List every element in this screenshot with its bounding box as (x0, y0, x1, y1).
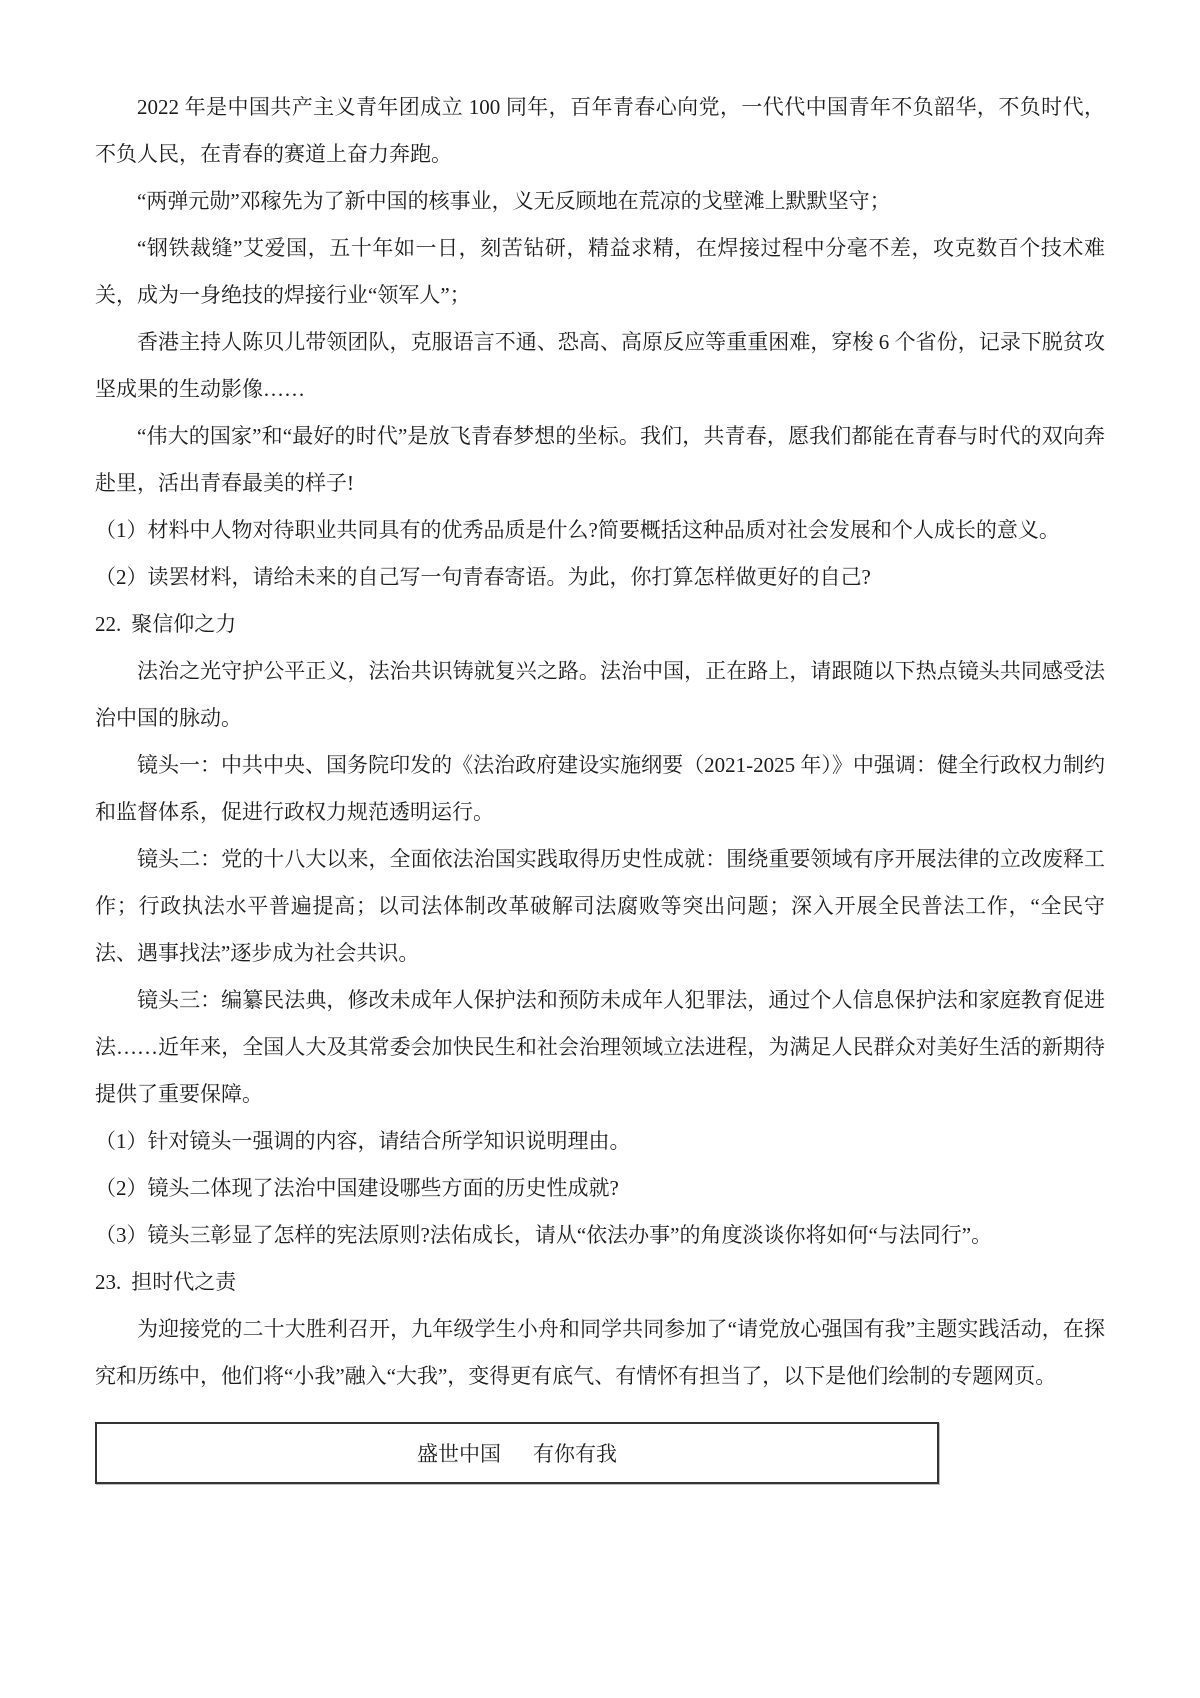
q22-subquestion-3: （3）镜头三彰显了怎样的宪法原则?法佑成长，请从“依法办事”的角度淡谈你将如何“与法同行”。 (95, 1223, 993, 1247)
q21-subquestion-2: （2）读罢材料，请给未来的自己写一句青春寄语。为此，你打算怎样做更好的自己? (95, 565, 871, 589)
q22-subquestion-1: （1）针对镜头一强调的内容，请结合所学知识说明理由。 (95, 1129, 631, 1153)
webpage-box-title-right: 有你有我 (533, 1442, 617, 1466)
q21-material-paragraph-1: 2022 年是中国共产主义青年团成立 100 同年，百年青春心向党，一代代中国青年不负韶华，不负时代，不负人民，在青春的赛道上奋力奔跑。 (95, 95, 1105, 166)
q21-subquestion-1: （1）材料中人物对待职业共同具有的优秀品质是什么?简要概括这种品质对社会发展和个人成长的意义。 (95, 518, 1060, 542)
q22-paragraph-lens-1: 镜头一：中共中央、国务院印发的《法治政府建设实施纲要（2021-2025 年）》中强调：健全行政权力制约和监督体系，促进行政权力规范透明运行。 (95, 753, 1105, 824)
q22-number: 22. (95, 612, 122, 636)
q22-subquestion-2: （2）镜头二体现了法治中国建设哪些方面的历史性成就? (95, 1176, 619, 1200)
q22-paragraph-lens-3: 镜头三：编纂民法典，修改未成年人保护法和预防未成年人犯罪法，通过个人信息保护法和家庭教育促进法……近年来，全国人大及其常委会加快民生和社会治理领域立法进程，为满足人民群众对美好生活的新期待提供了重要保障。 (95, 988, 1105, 1106)
q22-paragraph-1: 法治之光守护公平正义，法治共识铸就复兴之路。法治中国，正在路上，请跟随以下热点镜头共同感受法治中国的脉动。 (95, 659, 1105, 730)
q23-heading (95, 1259, 1105, 1306)
q21-material-paragraph-3: “钢铁裁缝”艾爱国，五十年如一日，刻苦钻研，精益求精，在焊接过程中分毫不差，攻克数百个技术难关，成为一身绝技的焊接行业“领军人”； (95, 236, 1105, 307)
q22-title: 聚信仰之力 (131, 612, 237, 636)
q21-material-paragraph-5: “伟大的国家”和“最好的时代”是放飞青春梦想的坐标。我们，共青春，愿我们都能在青春与时代的双向奔赴里，活出青春最美的样子! (95, 424, 1105, 495)
webpage-box-title-left: 盛世中国 (417, 1442, 501, 1466)
q23-paragraph-1: 为迎接党的二十大胜利召开，九年级学生小舟和同学共同参加了“请党放心强国有我”主题实践活动，在探究和历练中，他们将“小我”融入“大我”，变得更有底气、有情怀有担当了，以下是他们绘制的专题网页。 (95, 1317, 1105, 1388)
q23-title: 担时代之责 (131, 1270, 237, 1294)
q21-material-paragraph-4: 香港主持人陈贝儿带领团队，克服语言不通、恐高、高原反应等重重困难，穿梭 6 个省份，记录下脱贫攻坚成果的生动影像…… (95, 330, 1105, 401)
q21-material-paragraph-2: “两弹元勋”邓稼先为了新中国的核事业，义无反顾地在荒凉的戈壁滩上默默坚守； (137, 189, 891, 213)
q22-paragraph-lens-2: 镜头二：党的十八大以来，全面依法治国实践取得历史性成就：围绕重要领域有序开展法律的立改废释工作；行政执法水平普遍提高；以司法体制改革破解司法腐败等突出问题；深入开展全民普法工作，“全民守法、遇事找法”逐步成为社会共识。 (95, 847, 1105, 965)
q22-heading (95, 601, 1105, 648)
q23-number: 23. (95, 1270, 122, 1294)
webpage-box (95, 1422, 939, 1484)
